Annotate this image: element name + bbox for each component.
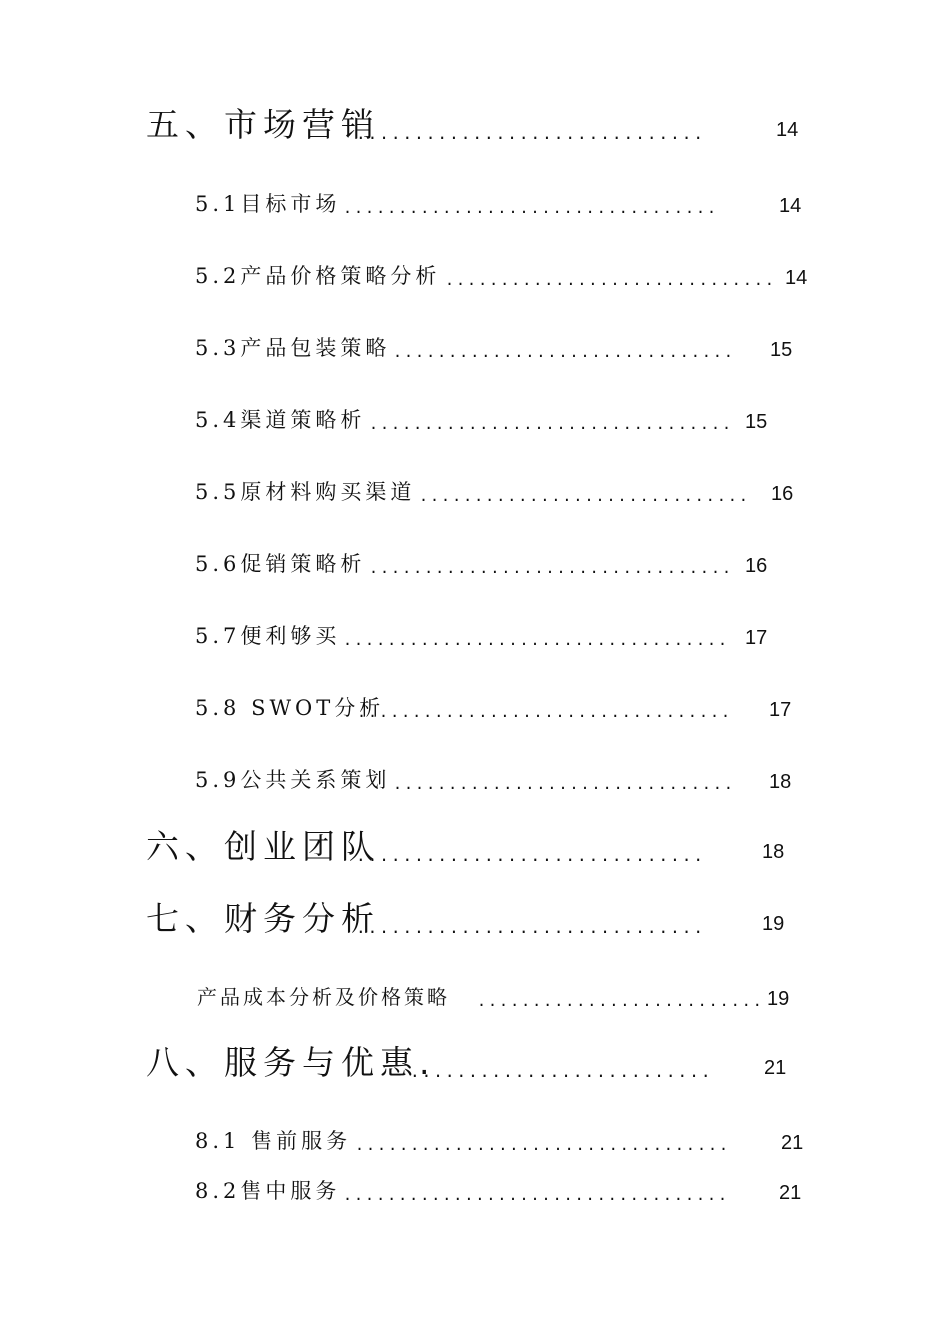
toc-entry-leader: ...................................: [343, 633, 730, 648]
toc-entry-section-8-2[interactable]: [195, 1181, 815, 1211]
toc-entry-leader: ..........................: [477, 994, 764, 1009]
toc-entry-section-5-4[interactable]: [195, 410, 815, 440]
toc-entry-leader: ..................................: [343, 201, 719, 216]
toc-entry-title: 5.5原材料购买渠道: [195, 480, 416, 504]
toc-entry-leader: ...................................: [343, 1188, 730, 1203]
toc-entry-title: 产品成本分析及价格策略: [197, 985, 450, 1009]
toc-entry-page-number: 17: [745, 627, 768, 649]
toc-entry-page-number: 17: [769, 699, 792, 721]
toc-entry-title: 5.1目标市场: [195, 192, 341, 216]
toc-entry-page-number: 18: [762, 841, 785, 863]
toc-entry-page-number: 21: [779, 1182, 802, 1204]
toc-entry-page-number: 19: [767, 988, 790, 1010]
toc-entry-title: 8.1 售前服务: [195, 1129, 352, 1153]
toc-entry-title: 5.9公共关系策划: [195, 768, 391, 792]
toc-entry-chapter-6[interactable]: [146, 827, 806, 874]
toc-entry-page-number: 19: [762, 913, 785, 935]
toc-entry-section-5-5[interactable]: [195, 482, 815, 512]
toc-entry-title: 5.2产品价格策略分析: [195, 264, 441, 288]
toc-entry-leader: ..................................: [357, 705, 733, 720]
toc-entry-leader: ..............................: [356, 848, 705, 864]
toc-entry-leader: .................................: [369, 417, 734, 432]
toc-entry-section-5-2[interactable]: [195, 266, 815, 296]
toc-entry-page-number: 18: [769, 771, 792, 793]
toc-entry-section-5-9[interactable]: [195, 770, 815, 800]
toc-entry-page-number: 21: [764, 1057, 787, 1079]
toc-entry-chapter-7[interactable]: [146, 899, 806, 946]
toc-entry-leader: ..............................: [356, 126, 705, 142]
toc-entry-title: 5.6促销策略析: [195, 552, 366, 576]
toc-entry-section-5-7[interactable]: [195, 626, 815, 656]
toc-entry-page-number: 15: [770, 339, 793, 361]
toc-entry-title: 七、财务分析: [146, 899, 380, 938]
toc-entry-section-5-1[interactable]: [195, 194, 815, 224]
toc-entry-title: 5.7便利够买: [195, 624, 341, 648]
toc-entry-title: 5.8 SWOT分析: [195, 696, 385, 720]
toc-entry-page-number: 14: [779, 195, 802, 217]
toc-entry-leader: ..............................: [356, 920, 705, 936]
toc-entry-leader: .................................: [369, 561, 734, 576]
toc-entry-chapter-5[interactable]: [146, 105, 806, 152]
toc-entry-page-number: 16: [745, 555, 768, 577]
toc-entry-title: 5.4渠道策略析: [195, 408, 366, 432]
toc-entry-leader: ..............................: [419, 489, 750, 504]
toc-entry-leader: ..........................: [410, 1064, 713, 1080]
toc-entry-page-number: 14: [776, 119, 799, 141]
toc-entry-leader: ..................................: [355, 1138, 731, 1153]
toc-entry-section-5-8[interactable]: [195, 698, 815, 728]
toc-entry-section-5-6[interactable]: [195, 554, 815, 584]
toc-entry-section-cost-analysis[interactable]: [197, 987, 817, 1017]
toc-entry-page-number: 15: [745, 411, 768, 433]
toc-entry-section-8-1[interactable]: [195, 1131, 815, 1161]
toc-entry-page-number: 14: [785, 267, 808, 289]
toc-entry-title: 八、服务与优惠.: [146, 1043, 436, 1082]
toc-entry-title: 8.2售中服务: [195, 1179, 341, 1203]
toc-entry-page-number: 16: [771, 483, 794, 505]
toc-entry-page-number: 21: [781, 1132, 804, 1154]
toc-entry-leader: ...............................: [393, 777, 735, 792]
toc-entry-title: 五、市场营销: [146, 105, 380, 144]
toc-entry-chapter-8[interactable]: [146, 1043, 806, 1090]
toc-entry-title: 5.3产品包装策略: [195, 336, 391, 360]
toc-entry-leader: ..............................: [445, 273, 776, 288]
toc-entry-section-5-3[interactable]: [195, 338, 815, 368]
toc-entry-title: 六、创业团队: [146, 827, 380, 866]
toc-entry-leader: ...............................: [393, 345, 735, 360]
